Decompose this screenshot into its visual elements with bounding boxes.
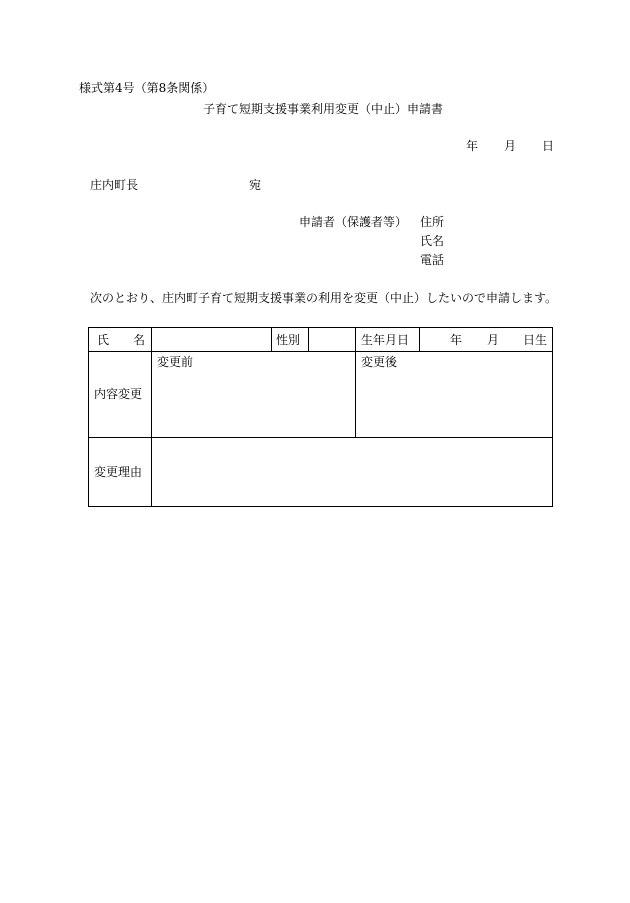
birth-day: 日生 bbox=[523, 333, 548, 347]
applicant-label: 申請者（保護者等） bbox=[299, 215, 408, 229]
date-line bbox=[466, 140, 554, 152]
sex-label: 性別 bbox=[276, 333, 301, 347]
content-change-label: 内容変更 bbox=[94, 387, 143, 401]
form-number: 様式第4号（第8条関係） bbox=[79, 81, 215, 95]
after-label: 変更後 bbox=[361, 355, 398, 369]
reason-label: 変更理由 bbox=[94, 465, 143, 479]
table-divider bbox=[419, 328, 420, 351]
addressee bbox=[90, 178, 262, 192]
body-text: 次のとおり、庄内町子育て短期支援事業の利用を変更（中止）したいので申請します。 bbox=[90, 291, 558, 305]
birthdate-label: 生年月日 bbox=[361, 333, 410, 347]
table-divider bbox=[151, 328, 152, 506]
name-label: 氏 名 bbox=[97, 333, 146, 347]
before-label: 変更前 bbox=[157, 355, 194, 369]
date-day: 日 bbox=[542, 139, 555, 153]
applicant-address-label: 住所 bbox=[420, 215, 445, 229]
application-table bbox=[88, 327, 553, 507]
birth-year: 年 bbox=[450, 333, 463, 347]
applicant-name-label: 氏名 bbox=[420, 234, 445, 248]
addressee-name: 庄内町長 bbox=[90, 178, 139, 192]
document-title: 子育て短期支援事業利用変更（中止）申請書 bbox=[203, 102, 444, 116]
table-divider bbox=[355, 328, 356, 437]
birth-month: 月 bbox=[487, 333, 500, 347]
date-month: 月 bbox=[504, 139, 517, 153]
table-divider bbox=[89, 437, 552, 438]
table-divider bbox=[89, 351, 552, 352]
applicant-phone-label: 電話 bbox=[420, 253, 445, 267]
table-divider bbox=[308, 328, 309, 351]
table-divider bbox=[271, 328, 272, 351]
addressee-suffix: 宛 bbox=[249, 178, 262, 192]
date-year: 年 bbox=[466, 139, 479, 153]
